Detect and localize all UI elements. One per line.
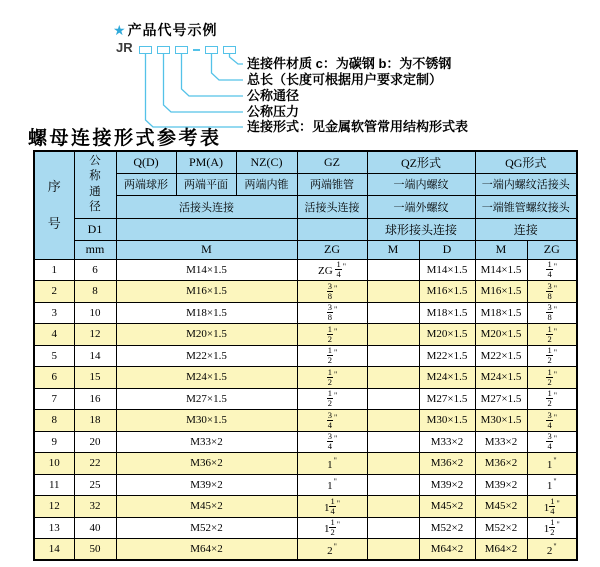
cell-qz-d: M30×1.5: [419, 410, 475, 432]
cell-mm: 8: [74, 281, 116, 303]
cell-m: M20×1.5: [116, 324, 297, 346]
cell-seq: 7: [34, 388, 74, 410]
cell-qg-m: M24×1.5: [475, 367, 527, 389]
cell-qz-m: [367, 431, 419, 453]
cell-seq: 14: [34, 539, 74, 561]
table-row: [34, 281, 577, 303]
cell-qz-d: M14×1.5: [419, 259, 475, 281]
col-header-q: Q(D): [116, 151, 176, 173]
cell-qz-d: M18×1.5: [419, 302, 475, 324]
cell-m: M33×2: [116, 431, 297, 453]
table-row: [34, 496, 577, 518]
col-header-qg-m: M: [475, 240, 527, 259]
cell-seq: 10: [34, 453, 74, 475]
cell-qg-zg: $\frac{1}{4}$ ": [527, 259, 577, 281]
cell-qg-m: M64×2: [475, 539, 527, 561]
cell-qz-d: M52×2: [419, 517, 475, 539]
cell-qg-zg: $\frac{1}{2}$ ": [527, 324, 577, 346]
cell-m: M45×2: [116, 496, 297, 518]
cell-qz-m: [367, 281, 419, 303]
cell-qz-m: [367, 324, 419, 346]
cell-seq: 8: [34, 410, 74, 432]
col-header-mm: mm: [74, 240, 116, 259]
subheader-nz: 两端内锥: [236, 173, 297, 195]
cell-m: M64×2: [116, 539, 297, 561]
cell-qg-zg: $\frac{1}{2}$ ": [527, 367, 577, 389]
cell-qg-m: M45×2: [475, 496, 527, 518]
cell-seq: 4: [34, 324, 74, 346]
cell-m: M24×1.5: [116, 367, 297, 389]
subheader-qg-1: 一端内螺纹活接头: [475, 173, 577, 195]
col-header-nz: NZ(C): [236, 151, 297, 173]
cell-qz-d: M16×1.5: [419, 281, 475, 303]
cell-qz-d: M24×1.5: [419, 367, 475, 389]
table-row: [34, 474, 577, 496]
cell-mm: 22: [74, 453, 116, 475]
col-header-qg-zg: ZG: [527, 240, 577, 259]
cell-qz-m: [367, 453, 419, 475]
cell-qz-d: M22×1.5: [419, 345, 475, 367]
table-row: [34, 345, 577, 367]
table-row: [34, 453, 577, 475]
cell-m: M18×1.5: [116, 302, 297, 324]
cell-qz-d: M39×2: [419, 474, 475, 496]
label-nominal-diameter: 公称通径: [247, 88, 300, 103]
table-row: [34, 324, 577, 346]
cell-m: M36×2: [116, 453, 297, 475]
table-row: [34, 539, 577, 561]
cell-zg: 1 $\frac{1}{2}$ ": [297, 517, 367, 539]
table-title: 螺母连接形式参考表: [28, 128, 222, 149]
subheader-qz-1: 一端内螺纹: [367, 173, 475, 195]
cell-mm: 12: [74, 324, 116, 346]
cell-qz-d: M27×1.5: [419, 388, 475, 410]
cell-qz-m: [367, 259, 419, 281]
cell-qg-zg: 1 $\frac{1}{4}$ ": [527, 496, 577, 518]
cell-zg: $\frac{3}{4}$ ": [297, 431, 367, 453]
cell-seq: 6: [34, 367, 74, 389]
label-connection-form: 连接形式：见金属软管常用结构形式表: [247, 119, 469, 134]
table-row: [34, 367, 577, 389]
cell-qg-m: M20×1.5: [475, 324, 527, 346]
cell-mm: 10: [74, 302, 116, 324]
cell-qg-zg: $\frac{3}{8}$ ": [527, 281, 577, 303]
cell-mm: 18: [74, 410, 116, 432]
cell-qz-d: M20×1.5: [419, 324, 475, 346]
empty-cell: [116, 218, 297, 240]
cell-qg-m: M27×1.5: [475, 388, 527, 410]
cell-qg-m: M22×1.5: [475, 345, 527, 367]
cell-qg-m: M30×1.5: [475, 410, 527, 432]
cell-qz-d: M36×2: [419, 453, 475, 475]
cell-qz-m: [367, 539, 419, 561]
cell-qz-m: [367, 496, 419, 518]
table-row: [34, 302, 577, 324]
cell-zg: $\frac{3}{4}$ ": [297, 410, 367, 432]
cell-seq: 5: [34, 345, 74, 367]
table-row: [34, 517, 577, 539]
col-header-qz-m: M: [367, 240, 419, 259]
cell-zg: $\frac{3}{8}$ ": [297, 302, 367, 324]
cell-mm: 50: [74, 539, 116, 561]
col-header-m: M: [116, 240, 297, 259]
subheader-qz-2: 一端外螺纹: [367, 195, 475, 218]
col-header-seq: 序号: [34, 151, 74, 259]
cell-qz-m: [367, 302, 419, 324]
col-header-qz-d: D: [419, 240, 475, 259]
cell-zg: $\frac{1}{2}$ ": [297, 367, 367, 389]
cell-m: M27×1.5: [116, 388, 297, 410]
cell-qz-m: [367, 474, 419, 496]
cell-qg-m: M33×2: [475, 431, 527, 453]
cell-qg-zg: 1": [527, 474, 577, 496]
cell-qg-m: M52×2: [475, 517, 527, 539]
cell-qz-m: [367, 388, 419, 410]
col-header-qg: QG形式: [475, 151, 577, 173]
union-connection-header: 活接头连接: [116, 195, 297, 218]
cell-qz-m: [367, 345, 419, 367]
subheader-qg-2: 一端锥管螺纹接头: [475, 195, 577, 218]
cell-qz-m: [367, 517, 419, 539]
cell-qz-d: M33×2: [419, 431, 475, 453]
cell-qz-m: [367, 367, 419, 389]
cell-qz-d: M45×2: [419, 496, 475, 518]
cell-qg-m: M14×1.5: [475, 259, 527, 281]
cell-zg: 2": [297, 539, 367, 561]
cell-qg-zg: 2": [527, 539, 577, 561]
cell-qg-m: M18×1.5: [475, 302, 527, 324]
cell-mm: 6: [74, 259, 116, 281]
table-row: [34, 431, 577, 453]
col-header-gz: GZ: [297, 151, 367, 173]
label-material: 连接件材质 c：为碳钢 b：为不锈钢: [247, 56, 452, 71]
cell-mm: 40: [74, 517, 116, 539]
empty-cell: [297, 218, 367, 240]
cell-qg-zg: $\frac{3}{4}$ ": [527, 431, 577, 453]
cell-m: M22×1.5: [116, 345, 297, 367]
cell-m: M14×1.5: [116, 259, 297, 281]
cell-seq: 1: [34, 259, 74, 281]
cell-qg-zg: $\frac{3}{4}$ ": [527, 410, 577, 432]
cell-qg-m: M39×2: [475, 474, 527, 496]
code-prefix: JR: [116, 40, 133, 55]
cell-zg: $\frac{1}{2}$ ": [297, 345, 367, 367]
cell-m: M39×2: [116, 474, 297, 496]
cell-m: M16×1.5: [116, 281, 297, 303]
cell-qz-m: [367, 410, 419, 432]
cell-qg-zg: $\frac{1}{2}$ ": [527, 345, 577, 367]
cell-zg: 1": [297, 474, 367, 496]
table-header: [34, 151, 577, 259]
cell-qg-zg: 1": [527, 453, 577, 475]
qz-connection-header: 球形接头连接: [367, 218, 475, 240]
cell-zg: $\frac{1}{2}$ ": [297, 388, 367, 410]
star-icon: ★: [113, 22, 127, 38]
cell-mm: 14: [74, 345, 116, 367]
col-header-dn: 公称通径: [74, 151, 116, 218]
cell-mm: 16: [74, 388, 116, 410]
table-row: [34, 388, 577, 410]
cell-mm: 20: [74, 431, 116, 453]
gz-connection-header: 活接头连接: [297, 195, 367, 218]
cell-zg: 1 $\frac{1}{4}$ ": [297, 496, 367, 518]
cell-m: M52×2: [116, 517, 297, 539]
qg-connection-header: 连接: [475, 218, 577, 240]
subheader-gz: 两端锥管: [297, 173, 367, 195]
cell-qg-zg: $\frac{1}{2}$ ": [527, 388, 577, 410]
cell-seq: 9: [34, 431, 74, 453]
col-header-qz: QZ形式: [367, 151, 475, 173]
cell-qg-m: M16×1.5: [475, 281, 527, 303]
cell-seq: 2: [34, 281, 74, 303]
col-header-zg: ZG: [297, 240, 367, 259]
cell-zg: ZG $\frac{1}{4}$ ": [297, 259, 367, 281]
cell-mm: 25: [74, 474, 116, 496]
diagram-heading-text: 产品代号示例: [127, 22, 218, 38]
cell-m: M30×1.5: [116, 410, 297, 432]
col-header-pm: PM(A): [176, 151, 236, 173]
cell-seq: 12: [34, 496, 74, 518]
cell-seq: 11: [34, 474, 74, 496]
cell-seq: 3: [34, 302, 74, 324]
cell-zg: 1": [297, 453, 367, 475]
cell-seq: 13: [34, 517, 74, 539]
cell-mm: 15: [74, 367, 116, 389]
cell-qg-zg: 1 $\frac{1}{2}$ ": [527, 517, 577, 539]
cell-qg-zg: $\frac{3}{8}$ ": [527, 302, 577, 324]
cell-mm: 32: [74, 496, 116, 518]
nut-connection-table: [33, 150, 578, 561]
table-row: [34, 410, 577, 432]
cell-zg: $\frac{3}{8}$ ": [297, 281, 367, 303]
col-header-d1: D1: [74, 218, 116, 240]
cell-qz-d: M64×2: [419, 539, 475, 561]
table-body: [34, 259, 577, 560]
label-total-length: 总长（长度可根据用户要求定制）: [247, 72, 443, 87]
cell-zg: $\frac{1}{2}$ ": [297, 324, 367, 346]
subheader-pm: 两端平面: [176, 173, 236, 195]
table-row: [34, 259, 577, 281]
cell-qg-m: M36×2: [475, 453, 527, 475]
label-nominal-pressure: 公称压力: [247, 104, 300, 119]
subheader-q: 两端球形: [116, 173, 176, 195]
